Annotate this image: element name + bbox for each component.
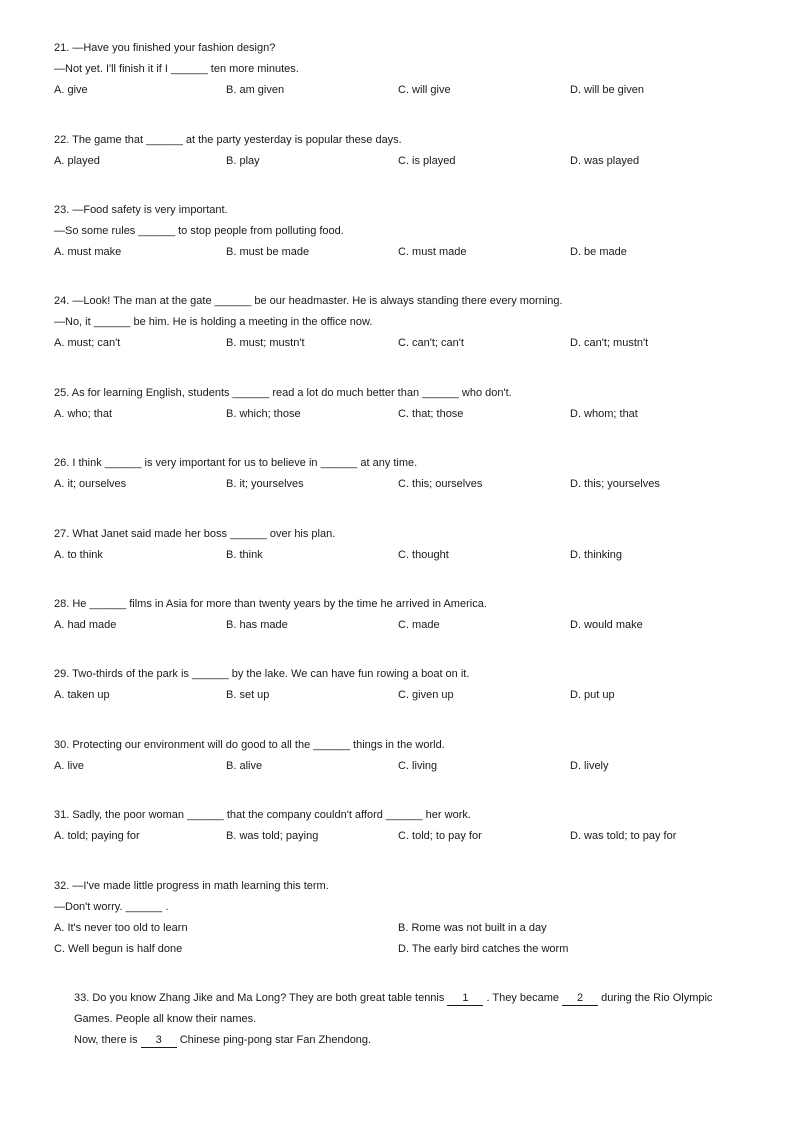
option-d[interactable]: D. whom; that: [570, 408, 638, 420]
question-25: [54, 383, 754, 425]
option-a[interactable]: A. it; ourselves: [54, 478, 127, 490]
option-a[interactable]: A. live: [54, 760, 84, 772]
question-31: [54, 805, 754, 847]
option-d[interactable]: D. put up: [570, 689, 615, 701]
option-d[interactable]: D. thinking: [570, 549, 622, 561]
answer-options: [54, 918, 754, 939]
question-30: [54, 735, 754, 777]
answer-options: [54, 756, 754, 777]
question-stem: 27. What Janet said made her boss ______ over his plan.: [54, 528, 336, 540]
answer-options: [54, 404, 754, 425]
question-stem: 28. He ______ films in Asia for more than twenty years by the time he arrived in America.: [54, 598, 487, 610]
option-b[interactable]: B. must be made: [226, 246, 310, 258]
option-d[interactable]: D. can't; mustn't: [570, 337, 649, 349]
passage-paragraph: [54, 988, 744, 1030]
question-stem: —Don't worry. ______ .: [54, 901, 169, 913]
passage-text: . They became: [483, 992, 563, 1004]
option-b[interactable]: B. has made: [226, 619, 288, 631]
option-c[interactable]: C. living: [398, 760, 438, 772]
option-d[interactable]: D. The early bird catches the worm: [398, 943, 569, 955]
option-c[interactable]: C. told; to pay for: [398, 830, 482, 842]
option-c[interactable]: C. is played: [398, 155, 456, 167]
option-a[interactable]: A. It's never too old to learn: [54, 922, 188, 934]
option-d[interactable]: D. was played: [570, 155, 640, 167]
option-b[interactable]: B. which; those: [226, 408, 301, 420]
option-d[interactable]: D. would make: [570, 619, 643, 631]
question-stem: 22. The game that ______ at the party yesterday is popular these days.: [54, 134, 402, 146]
option-a[interactable]: A. must; can't: [54, 337, 121, 349]
answer-options: [54, 333, 754, 354]
option-c[interactable]: C. this; ourselves: [398, 478, 483, 490]
option-a[interactable]: A. who; that: [54, 408, 113, 420]
answer-options: [54, 151, 754, 172]
question-29: [54, 664, 754, 706]
option-b[interactable]: B. alive: [226, 760, 263, 772]
question-stem: 30. Protecting our environment will do good to all the ______ things in the world.: [54, 739, 445, 751]
question-26: [54, 453, 754, 495]
answer-options: [54, 685, 754, 706]
question-stem: 26. I think ______ is very important for us to believe in ______ at any time.: [54, 457, 418, 469]
option-d[interactable]: D. this; yourselves: [570, 478, 660, 490]
option-c[interactable]: C. made: [398, 619, 440, 631]
option-a[interactable]: A. to think: [54, 549, 103, 561]
option-d[interactable]: D. was told; to pay for: [570, 830, 677, 842]
question-22: [54, 130, 754, 172]
answer-options: [54, 615, 754, 636]
passage-text: Now, there is: [74, 1034, 141, 1046]
option-b[interactable]: B. was told; paying: [226, 830, 319, 842]
option-a[interactable]: A. played: [54, 155, 100, 167]
option-d[interactable]: D. lively: [570, 760, 609, 772]
option-d[interactable]: D. be made: [570, 246, 627, 258]
question-23: [54, 200, 754, 263]
blank-3[interactable]: 3: [141, 1034, 177, 1048]
question-stem: 24. —Look! The man at the gate ______ be our headmaster. He is always standing there every morning.: [54, 295, 563, 307]
option-b[interactable]: B. it; yourselves: [226, 478, 304, 490]
option-c[interactable]: C. thought: [398, 549, 449, 561]
option-c[interactable]: C. can't; can't: [398, 337, 464, 349]
option-a[interactable]: A. must make: [54, 246, 122, 258]
option-c[interactable]: C. must made: [398, 246, 467, 258]
option-b[interactable]: B. set up: [226, 689, 270, 701]
option-c[interactable]: C. given up: [398, 689, 454, 701]
option-a[interactable]: A. told; paying for: [54, 830, 140, 842]
option-a[interactable]: A. give: [54, 84, 88, 96]
question-28: [54, 594, 754, 636]
passage-paragraph: [54, 1030, 744, 1051]
answer-options: [54, 939, 754, 960]
blank-1[interactable]: 1: [447, 992, 483, 1006]
answer-options: [54, 242, 754, 263]
question-24: [54, 291, 754, 354]
option-c[interactable]: C. that; those: [398, 408, 464, 420]
option-a[interactable]: A. taken up: [54, 689, 110, 701]
question-stem: —No, it ______ be him. He is holding a meeting in the office now.: [54, 316, 373, 328]
question-27: [54, 524, 754, 566]
passage-text: 33. Do you know Zhang Jike and Ma Long? They are both great table tennis: [74, 992, 448, 1004]
answer-options: [54, 474, 754, 495]
answer-options: [54, 80, 754, 101]
question-21: [54, 38, 754, 101]
question-stem: 29. Two-thirds of the park is ______ by the lake. We can have fun rowing a boat on it.: [54, 668, 470, 680]
answer-options: [54, 545, 754, 566]
question-stem: —So some rules ______ to stop people from polluting food.: [54, 225, 344, 237]
option-c[interactable]: C. will give: [398, 84, 451, 96]
option-b[interactable]: B. think: [226, 549, 263, 561]
option-b[interactable]: B. play: [226, 155, 260, 167]
question-stem: 31. Sadly, the poor woman ______ that the company couldn't afford ______ her work.: [54, 809, 471, 821]
question-32: [54, 876, 754, 960]
question-stem: 32. —I've made little progress in math learning this term.: [54, 880, 329, 892]
question-stem: 23. —Food safety is very important.: [54, 204, 228, 216]
blank-2[interactable]: 2: [562, 992, 598, 1006]
option-b[interactable]: B. must; mustn't: [226, 337, 305, 349]
question-stem: 21. —Have you finished your fashion design?: [54, 42, 276, 54]
passage-text: during the Rio Olympic Games. People all know their names.: [74, 992, 713, 1025]
question-stem: 25. As for learning English, students ______ read a lot do much better than ______ who don't.: [54, 387, 512, 399]
passage-text: Chinese ping-pong star Fan Zhendong.: [176, 1034, 372, 1046]
option-a[interactable]: A. had made: [54, 619, 117, 631]
answer-options: [54, 826, 754, 847]
option-b[interactable]: B. Rome was not built in a day: [398, 922, 547, 934]
option-b[interactable]: B. am given: [226, 84, 285, 96]
option-d[interactable]: D. will be given: [570, 84, 644, 96]
cloze-passage: [54, 988, 744, 1051]
option-c[interactable]: C. Well begun is half done: [54, 943, 183, 955]
question-stem: —Not yet. I'll finish it if I ______ ten more minutes.: [54, 63, 299, 75]
